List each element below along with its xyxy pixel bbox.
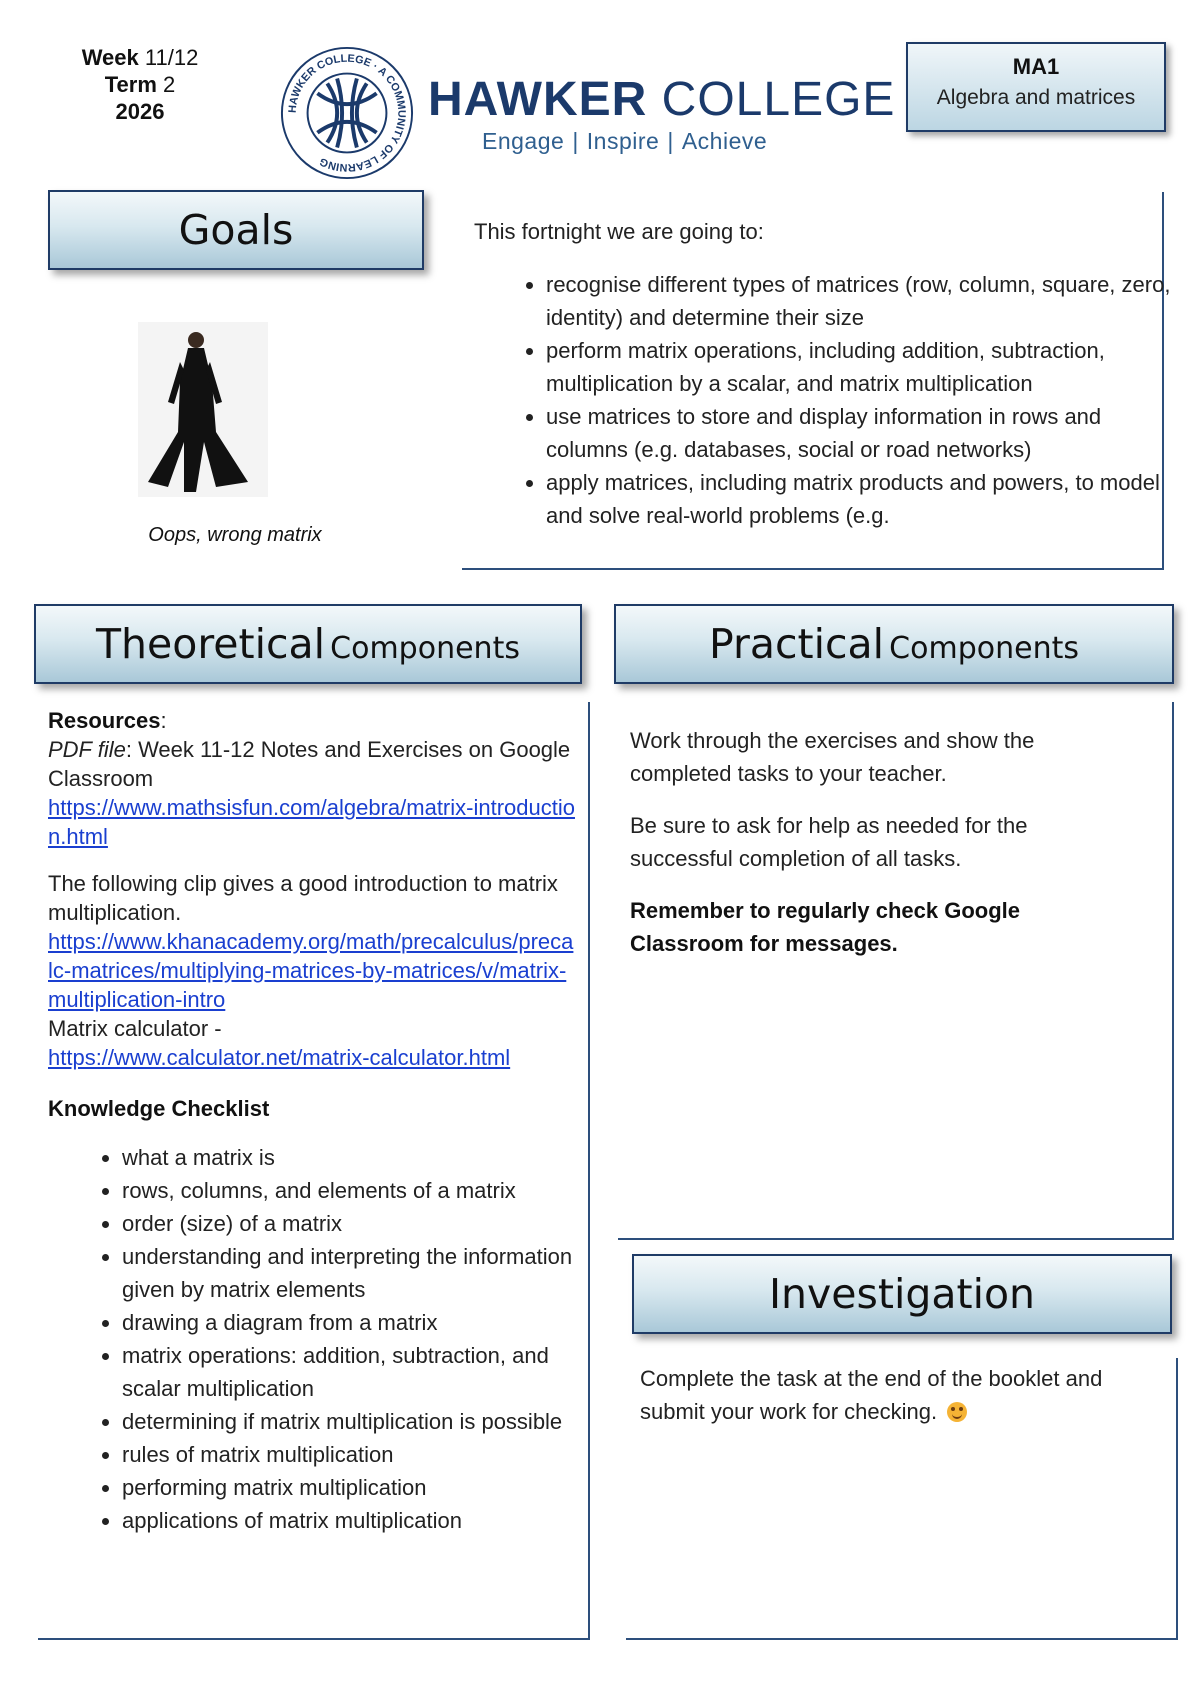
smiling-face-icon xyxy=(947,1402,967,1422)
knowledge-checklist-title: Knowledge Checklist xyxy=(48,1096,270,1121)
calculator-link[interactable]: https://www.calculator.net/matrix-calculator.html xyxy=(48,1045,511,1070)
practical-heading: Practical Components xyxy=(614,604,1174,684)
goal-item: • use matrices to store and display information in rows and columns (e.g. databases, social or road networks) xyxy=(546,400,1186,466)
checklist-item: • rules of matrix multiplication xyxy=(122,1438,578,1471)
checklist-item: • applications of matrix multiplication xyxy=(122,1504,578,1537)
week-label: Week xyxy=(81,45,139,70)
tagline-engage: Engage xyxy=(482,128,565,154)
week-term-block xyxy=(40,44,240,125)
tagline xyxy=(482,128,767,155)
checklist-item: • understanding and interpreting the information given by matrix elements xyxy=(122,1240,578,1306)
week-value: 11/12 xyxy=(144,45,199,70)
checklist-item: • matrix operations: addition, subtraction, and scalar multiplication xyxy=(122,1339,578,1405)
matrix-calculator-text: Matrix calculator - xyxy=(48,1016,222,1041)
investigation-content xyxy=(640,1362,1160,1428)
theoretical-heading: Theoretical Components xyxy=(34,604,582,684)
goal-item: • recognise different types of matrices (row, column, square, zero, identity) and determine their size xyxy=(546,268,1186,334)
practical-help-note: Be sure to ask for help as needed for the successful completion of all tasks. xyxy=(630,813,1028,871)
checklist-item: • performing matrix multiplication xyxy=(122,1471,578,1504)
clip-intro-text: The following clip gives a good introduction to matrix multiplication. xyxy=(48,871,558,925)
knowledge-checklist xyxy=(48,1141,578,1537)
tagline-separator: | xyxy=(667,128,674,154)
term-value: 2 xyxy=(163,72,176,97)
term-label: Term xyxy=(104,72,157,97)
checklist-item: • order (size) of a matrix xyxy=(122,1207,578,1240)
checklist-item: • rows, columns, and elements of a matrix xyxy=(122,1174,578,1207)
tagline-separator: | xyxy=(572,128,579,154)
goal-item: • apply matrices, including matrix products and powers, to model and solve real-world problems (e.g. xyxy=(546,466,1186,532)
practical-content xyxy=(630,724,1100,979)
investigation-heading: Investigation xyxy=(632,1254,1172,1334)
goals-heading: Goals xyxy=(48,190,424,270)
college-name-bold: HAWKER xyxy=(428,73,648,126)
checklist-item: • drawing a diagram from a matrix xyxy=(122,1306,578,1339)
college-name xyxy=(428,72,895,127)
practical-reminder: Remember to regularly check Google Classroom for messages. xyxy=(630,898,1021,956)
practical-instructions: Work through the exercises and show the completed tasks to your teacher. xyxy=(630,728,1035,786)
mathsisfun-link[interactable]: https://www.mathsisfun.com/algebra/matrix-introduction.html xyxy=(48,795,575,849)
course-title: Algebra and matrices xyxy=(936,86,1136,109)
seal-text: HAWKER COLLEGE · A COMMUNITY OF LEARNING xyxy=(286,52,408,174)
course-code: MA1 xyxy=(1012,54,1060,79)
person-in-black-coat-image xyxy=(138,322,268,497)
checklist-item: • determining if matrix multiplication is possible xyxy=(122,1405,578,1438)
goals-intro: This fortnight we are going to: xyxy=(474,219,764,244)
college-name-rest: COLLEGE xyxy=(661,73,896,126)
college-seal-logo xyxy=(278,44,416,182)
image-caption: Oops, wrong matrix xyxy=(148,524,322,546)
resources-label: Resources xyxy=(48,708,161,733)
khanacademy-link[interactable]: https://www.khanacademy.org/math/precalculus/precalc-matrices/multiplying-matrices-by-matrices/v/matrix-multiplication-intro xyxy=(48,929,574,1012)
course-code-box xyxy=(906,42,1166,132)
pdf-file-label: PDF file xyxy=(48,737,126,762)
pdf-file-text: : Week 11-12 Notes and Exercises on Google Classroom xyxy=(48,737,571,791)
checklist-item: • what a matrix is xyxy=(122,1141,578,1174)
goal-item: • perform matrix operations, including addition, subtraction, multiplication by a scalar, and matrix multiplication xyxy=(546,334,1186,400)
investigation-text: Complete the task at the end of the booklet and submit your work for checking. xyxy=(640,1366,1103,1424)
tagline-achieve: Achieve xyxy=(681,128,768,154)
tagline-inspire: Inspire xyxy=(586,128,660,154)
year: 2026 xyxy=(115,99,165,124)
theoretical-content: Resources: PDF file: Week 11-12 Notes and Exercises on Google Classroom https://www.mathsisfun.com/algebra/matrix-introduction.html The following clip gives a good introduction to matrix multiplication. https://www.khanacademy.org/math/precalculus/precalc-matrices/multiplying-matrices-by-matrices/v/matrix-multiplication-intro Matrix calculator - https://www.calculator.net/matrix-calculator.html Knowledge Checklist • what a matrix is • rows, columns, and elements of a matrix • order (size) of a matrix • understanding and interpreting the information given by matrix elements • drawing a diagram from a matrix • matrix operations: addition, subtraction, and scalar multiplication • determining if matrix multiplication is possible • rules of matrix multiplication • performing matrix multiplication • applications of matrix multiplication xyxy=(48,706,578,1537)
goals-list xyxy=(510,268,1186,532)
